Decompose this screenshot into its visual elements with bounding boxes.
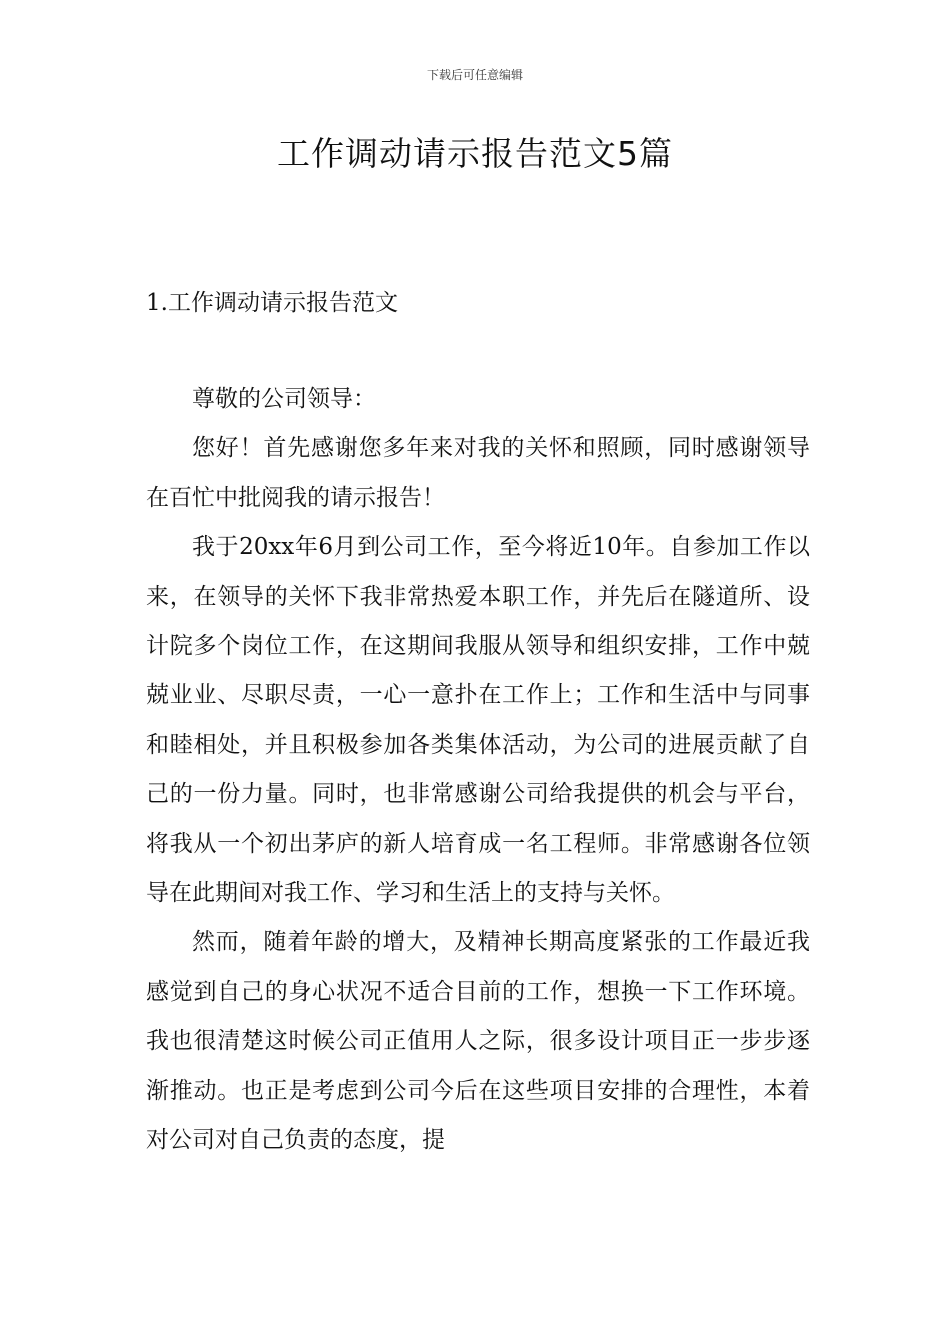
header-note: 下载后可任意编辑	[426, 68, 523, 82]
paragraph-1: 您好！首先感谢您多年来对我的关怀和照顾，同时感谢领导在百忙中批阅我的请示报告！	[146, 435, 810, 511]
document-body	[146, 375, 810, 1166]
document-title: 工作调动请示报告范文5篇	[277, 134, 673, 173]
paragraph-2: 我于20xx年6月到公司工作，至今将近10年。自参加工作以来，在领导的关怀下我非常热爱本职工作，并先后在隧道所、设计院多个岗位工作，在这期间我服从领导和组织安排，工作中兢兢业业、尽职尽责，一心一意扑在工作上；工作和生活中与同事和睦相处，并且积极参加各类集体活动，为公司的进展贡献了自己的一份力量。同时，也非常感谢公司给我提供的机会与平台，将我从一个初出茅庐的新人培育成一名工程师。非常感谢各位领导在此期间对我工作、学习和生活上的支持与关怀。	[146, 534, 810, 907]
salutation: 尊敬的公司领导：	[192, 386, 376, 412]
section-heading: 1.工作调动请示报告范文	[146, 290, 398, 316]
paragraph-3: 然而，随着年龄的增大，及精神长期高度紧张的工作最近我感觉到自己的身心状况不适合目前的工作，想换一下工作环境。我也很清楚这时候公司正值用人之际，很多设计项目正一步步逐渐推动。也正是考虑到公司今后在这些项目安排的合理性，本着对公司对自己负责的态度，提	[146, 929, 810, 1154]
